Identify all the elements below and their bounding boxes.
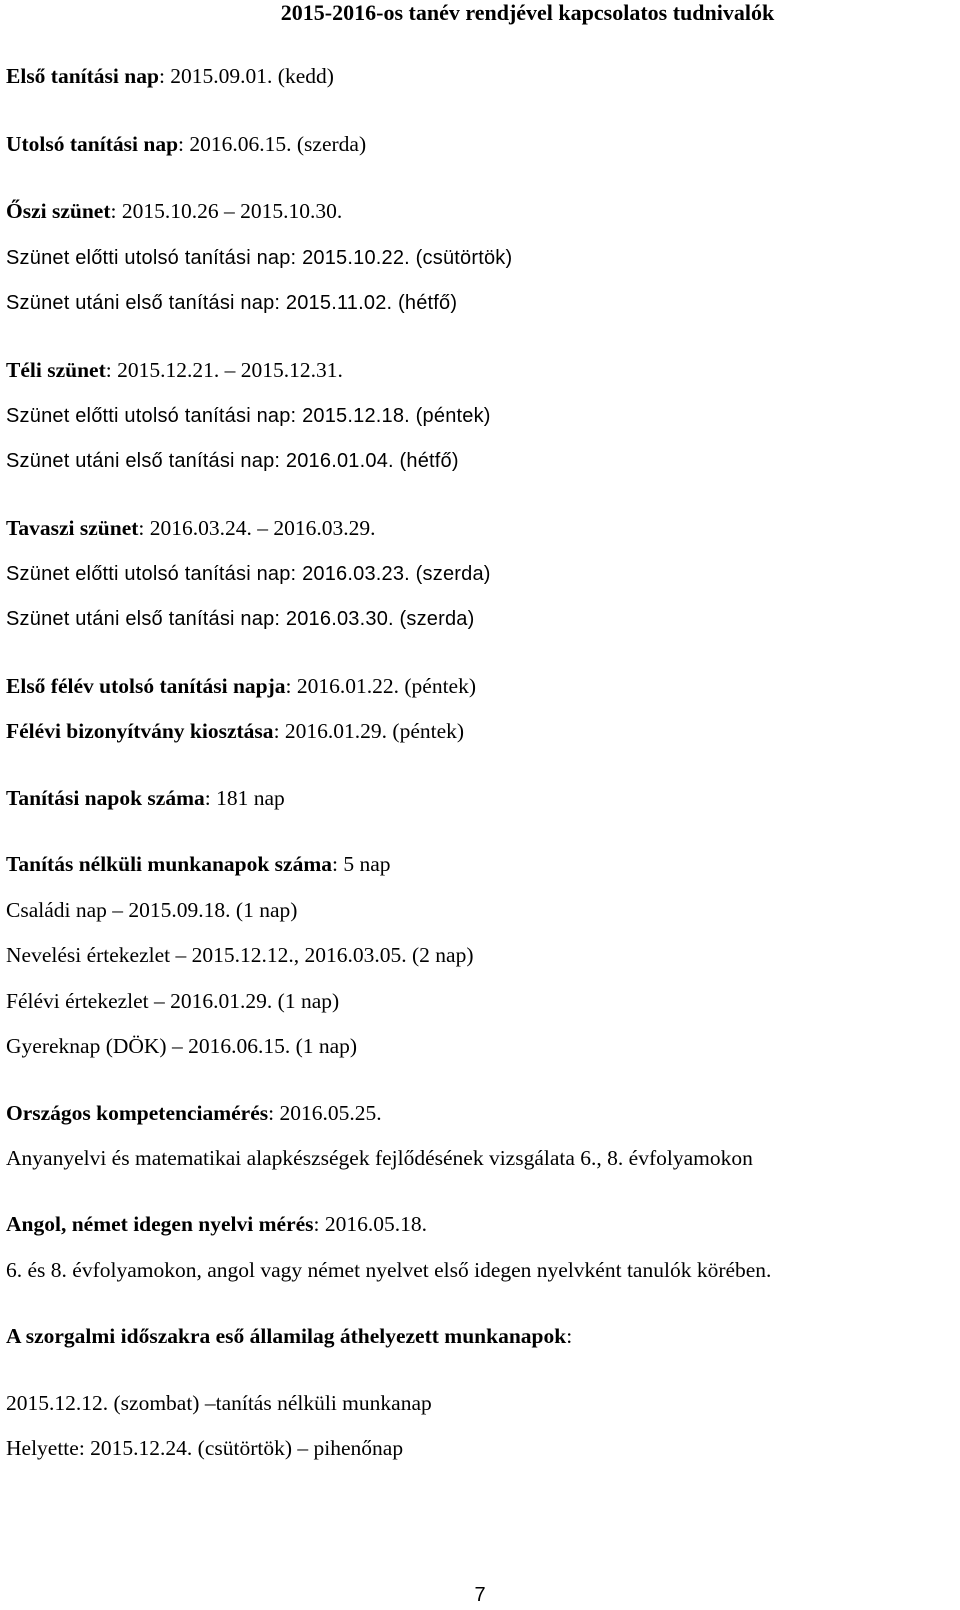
transferred-workdays-label: A szorgalmi időszakra eső államilag áthelyezett munkanapok [6, 1324, 567, 1348]
winter-break-value: : 2015.12.21. – 2015.12.31. [105, 358, 343, 382]
winter-break-label: Téli szünet [6, 358, 106, 382]
semester-end-line [6, 676, 476, 698]
spring-before-line: Szünet előtti utolsó tanítási nap: 2016.03.23. (szerda) [6, 563, 491, 585]
workday-item: Családi nap – 2015.09.18. (1 nap) [6, 898, 298, 922]
autumn-break-value: : 2015.10.26 – 2015.10.30. [110, 199, 343, 223]
spring-break-label: Tavaszi szünet [6, 516, 139, 540]
first-day-label: Első tanítási nap [6, 64, 159, 88]
spring-break-value: : 2016.03.24. – 2016.03.29. [138, 516, 376, 540]
workday-item: Nevelési értekezlet – 2015.12.12., 2016.03.05. (2 nap) [6, 943, 474, 967]
transferred-workdays-line [6, 1326, 572, 1348]
workday-item: Gyereknap (DÖK) – 2016.06.15. (1 nap) [6, 1034, 358, 1058]
report-cards-value: : 2016.01.29. (péntek) [273, 719, 465, 743]
non-teaching-workdays-value: : 5 nap [332, 852, 391, 876]
semester-end-value: : 2016.01.22. (péntek) [285, 674, 477, 698]
transferred-item: Helyette: 2015.12.24. (csütörtök) – pihenőnap [6, 1436, 404, 1460]
language-test-value: : 2016.05.18. [313, 1212, 428, 1236]
teaching-days-value: : 181 nap [204, 786, 285, 810]
transferred-workdays-value: : [566, 1324, 573, 1348]
autumn-break-label: Őszi szünet [6, 199, 111, 223]
competence-label: Országos kompetenciamérés [6, 1101, 269, 1125]
winter-after-line: Szünet utáni első tanítási nap: 2016.01.04. (hétfő) [6, 450, 459, 472]
competence-line [6, 1103, 382, 1125]
page-title: 2015-2016-os tanév rendjével kapcsolatos tudnivalók [280, 0, 775, 25]
teaching-days-label: Tanítási napok száma [6, 786, 205, 810]
language-test-description: 6. és 8. évfolyamokon, angol vagy német nyelvet első idegen nyelvként tanulók körében. [6, 1258, 772, 1282]
winter-before-line: Szünet előtti utolsó tanítási nap: 2015.12.18. (péntek) [6, 405, 491, 427]
non-teaching-workdays-line [6, 854, 391, 876]
report-cards-line [6, 721, 464, 743]
report-cards-label: Félévi bizonyítvány kiosztása [6, 719, 274, 743]
last-day-line [6, 134, 366, 156]
transferred-item: 2015.12.12. (szombat) –tanítás nélküli munkanap [6, 1391, 432, 1415]
workday-item: Félévi értekezlet – 2016.01.29. (1 nap) [6, 989, 340, 1013]
language-test-line [6, 1214, 427, 1236]
last-day-value: : 2016.06.15. (szerda) [178, 132, 367, 156]
autumn-break-line [6, 201, 342, 223]
spring-break-line [6, 518, 376, 540]
winter-break-line [6, 360, 343, 382]
non-teaching-workdays-label: Tanítás nélküli munkanapok száma [6, 852, 333, 876]
spring-after-line: Szünet utáni első tanítási nap: 2016.03.30. (szerda) [6, 608, 475, 630]
semester-end-label: Első félév utolsó tanítási napja [6, 674, 286, 698]
competence-description: Anyanyelvi és matematikai alapkészségek fejlődésének vizsgálata 6., 8. évfolyamokon [6, 1146, 753, 1170]
autumn-before-line: Szünet előtti utolsó tanítási nap: 2015.10.22. (csütörtök) [6, 247, 513, 269]
autumn-after-line: Szünet utáni első tanítási nap: 2015.11.02. (hétfő) [6, 292, 458, 314]
language-test-label: Angol, német idegen nyelvi mérés [6, 1212, 314, 1236]
last-day-label: Utolsó tanítási nap [6, 132, 179, 156]
page-number: 7 [474, 1584, 486, 1606]
competence-value: : 2016.05.25. [268, 1101, 382, 1125]
first-day-value: : 2015.09.01. (kedd) [158, 64, 334, 88]
teaching-days-line [6, 788, 285, 810]
first-day-line [6, 66, 334, 88]
